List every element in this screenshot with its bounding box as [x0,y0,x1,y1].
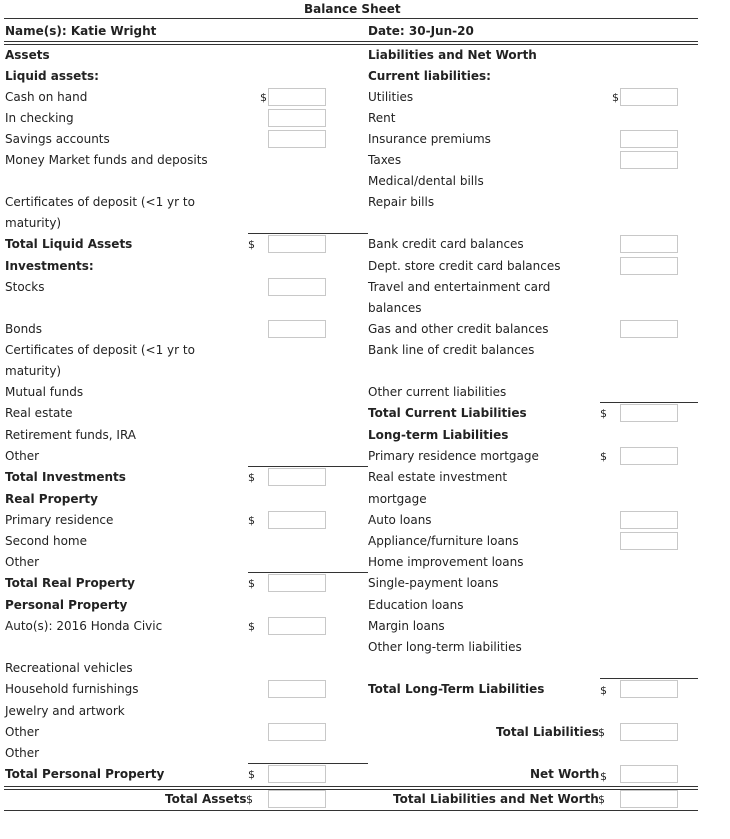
liquid-assets-heading: Liquid assets: [5,69,99,83]
total-assets-label: Total Assets [165,792,247,806]
total-current-liabilities-label: Total Current Liabilities [368,406,527,420]
utilities-label: Utilities [368,90,414,104]
other-long-term-label: Other long-term liabilities [368,640,522,654]
real-property-total-rule [248,572,368,573]
taxes-label: Taxes [368,153,402,167]
autos-label: Auto(s): 2016 Honda Civic [5,619,163,633]
total-long-term-input[interactable] [620,680,678,698]
dollar-sign: $ [248,238,255,251]
primary-mortgage-input[interactable] [620,447,678,465]
bonds-label: Bonds [5,322,43,336]
cd-investment-label-2: maturity) [5,364,62,378]
grand-total-rule [4,786,698,787]
liquid-total-rule [248,233,368,234]
investments-total-rule [248,466,368,467]
date-label: Date: 30-Jun-20 [368,24,474,38]
top-divider [4,18,698,19]
total-liquid-assets-label: Total Liquid Assets [5,237,133,251]
primary-mortgage-label: Primary residence mortgage [368,449,539,463]
header-divider [4,41,698,42]
total-liabilities-input[interactable] [620,723,678,741]
home-improvement-label: Home improvement loans [368,555,524,569]
bank-line-label: Bank line of credit balances [368,343,535,357]
cash-on-hand-input[interactable] [268,88,326,106]
names-label: Name(s): Katie Wright [5,24,157,38]
auto-loans-input[interactable] [620,511,678,529]
liabilities-heading: Liabilities and Net Worth [368,48,537,62]
appliance-loans-input[interactable] [620,532,678,550]
other-personal-input-1[interactable] [268,723,326,741]
dollar-sign: $ [248,471,255,484]
dept-cc-label: Dept. store credit card balances [368,259,561,273]
bank-cc-label: Bank credit card balances [368,237,524,251]
household-furnishings-input[interactable] [268,680,326,698]
cd-liquid-label: Certificates of deposit (<1 yr to [5,195,195,209]
jewelry-label: Jewelry and artwork [5,704,125,718]
total-assets-input[interactable] [268,790,326,808]
dollar-sign: $ [612,91,619,104]
dollar-sign: $ [260,91,267,104]
long-term-total-rule [600,678,698,679]
dollar-sign: $ [600,450,607,463]
page-title: Balance Sheet [304,2,401,16]
rent-label: Rent [368,111,396,125]
cd-investment-label: Certificates of deposit (<1 yr to [5,343,195,357]
insurance-input[interactable] [620,130,678,148]
primary-residence-label: Primary residence [5,513,114,527]
personal-property-heading: Personal Property [5,598,128,612]
re-investment-mortgage-label-2: mortgage [368,492,427,506]
total-liabilities-label: Total Liabilities [496,725,599,739]
margin-loans-label: Margin loans [368,619,445,633]
dollar-sign: $ [246,793,253,806]
dollar-sign: $ [248,577,255,590]
money-market-label: Money Market funds and deposits [5,153,208,167]
travel-card-label-2: balances [368,301,422,315]
current-total-rule [600,402,698,403]
second-home-label: Second home [5,534,87,548]
auto-loans-label: Auto loans [368,513,432,527]
repair-label: Repair bills [368,195,435,209]
net-worth-label: Net Worth [530,767,600,781]
dollar-sign: $ [600,684,607,697]
cd-liquid-label-2: maturity) [5,216,62,230]
travel-card-label: Travel and entertainment card [368,280,551,294]
total-liabilities-net-worth-input[interactable] [620,790,678,808]
total-liabilities-net-worth-label: Total Liabilities and Net Worth [393,792,599,806]
dollar-sign: $ [600,770,607,783]
savings-label: Savings accounts [5,132,110,146]
primary-residence-input[interactable] [268,511,326,529]
re-investment-mortgage-label: Real estate investment [368,470,508,484]
other-real-property-label: Other [5,555,40,569]
household-furnishings-label: Household furnishings [5,682,139,696]
long-term-heading: Long-term Liabilities [368,428,509,442]
total-real-property-input[interactable] [268,574,326,592]
current-liabilities-heading: Current liabilities: [368,69,491,83]
education-loans-label: Education loans [368,598,464,612]
other-investments-label: Other [5,449,40,463]
dollar-sign: $ [248,620,255,633]
mutual-funds-label: Mutual funds [5,385,84,399]
utilities-input[interactable] [620,88,678,106]
dept-cc-input[interactable] [620,257,678,275]
taxes-input[interactable] [620,151,678,169]
retirement-label: Retirement funds, IRA [5,428,137,442]
dollar-sign: $ [598,793,605,806]
dollar-sign: $ [248,768,255,781]
cash-on-hand-label: Cash on hand [5,90,88,104]
total-investments-label: Total Investments [5,470,126,484]
header-divider-2 [4,44,698,45]
autos-input[interactable] [268,617,326,635]
total-investments-input[interactable] [268,468,326,486]
single-payment-label: Single-payment loans [368,576,499,590]
stocks-input[interactable] [268,278,326,296]
other-current-label: Other current liabilities [368,385,507,399]
stocks-label: Stocks [5,280,45,294]
bonds-input[interactable] [268,320,326,338]
total-current-liabilities-input[interactable] [620,404,678,422]
other-personal-label-2: Other [5,746,40,760]
medical-label: Medical/dental bills [368,174,484,188]
other-personal-label-1: Other [5,725,40,739]
total-personal-property-input[interactable] [268,765,326,783]
savings-input[interactable] [268,130,326,148]
bottom-rule [4,810,698,811]
real-estate-label: Real estate [5,406,73,420]
investments-heading: Investments: [5,259,94,273]
total-long-term-label: Total Long-Term Liabilities [368,682,545,696]
assets-heading: Assets [5,48,50,62]
total-liquid-assets-input[interactable] [268,235,326,253]
net-worth-input[interactable] [620,765,678,783]
bank-cc-input[interactable] [620,235,678,253]
dollar-sign: $ [600,407,607,420]
dollar-sign: $ [248,514,255,527]
personal-total-rule [248,763,368,764]
total-real-property-label: Total Real Property [5,576,135,590]
gas-credit-input[interactable] [620,320,678,338]
checking-input[interactable] [268,109,326,127]
total-personal-property-label: Total Personal Property [5,767,165,781]
appliance-loans-label: Appliance/furniture loans [368,534,519,548]
insurance-label: Insurance premiums [368,132,491,146]
grand-total-rule-2 [4,789,698,790]
gas-credit-label: Gas and other credit balances [368,322,549,336]
real-property-heading: Real Property [5,492,98,506]
checking-label: In checking [5,111,74,125]
dollar-sign: $ [598,726,605,739]
recreational-vehicles-label: Recreational vehicles [5,661,133,675]
